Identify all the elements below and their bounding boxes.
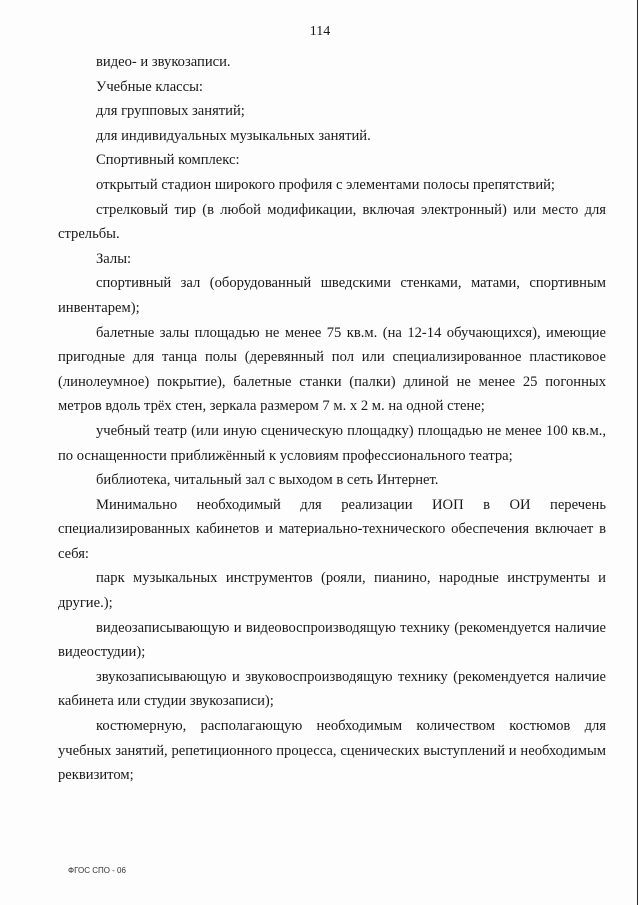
paragraph: костюмерную, располагающую необходимым количеством костюмов для учебных занятий, репетиционного процесса, сценических выступлений и необходимым реквизитом; [58, 718, 606, 784]
paragraph: парк музыкальных инструментов (рояли, пианино, народные инструменты и другие.); [58, 570, 606, 612]
paragraph: Учебные классы: [96, 78, 203, 95]
paragraph: Минимально необходимый для реализации ИОП в ОИ перечень специализированных кабинетов и материально-технического обеспечения включает в себя: [58, 496, 606, 562]
paragraph: для индивидуальных музыкальных занятий. [96, 127, 371, 144]
paragraph: учебный театр (или иную сценическую площадку) площадью не менее 100 кв.м., по оснащенности приближённый к условиям профессионального театра; [58, 422, 606, 464]
paragraph: звукозаписывающую и звуковоспроизводящую технику (рекомендуется наличие кабинета или студии звукозаписи); [58, 668, 606, 710]
paragraph: библиотека, читальный зал с выходом в сеть Интернет. [96, 472, 439, 489]
scan-edge-line [637, 0, 638, 905]
paragraph: Залы: [96, 250, 132, 267]
paragraph: видеозаписывающую и видеовоспроизводящую технику (рекомендуется наличие видеостудии); [58, 619, 606, 661]
body-text [58, 50, 606, 788]
footer-code: ФГОС СПО - 06 [68, 866, 126, 875]
paragraph: спортивный зал (оборудованный шведскими стенками, матами, спортивным инвентарем); [58, 275, 606, 316]
paragraph: для групповых занятий; [96, 103, 245, 120]
paragraph: открытый стадион широкого профиля с элементами полосы препятствий; [96, 176, 555, 193]
paragraph: стрелковый тир (в любой модификации, включая электронный) или место для стрельбы. [58, 201, 606, 243]
page-number: 114 [309, 24, 331, 39]
paragraph: Спортивный комплекс: [96, 152, 240, 169]
paragraph: балетные залы площадью не менее 75 кв.м. (на 12-14 обучающихся), имеющие пригодные для танца полы (деревянный пол или специализированное пластиковое (линолеумное) покрытие), балетные станки (палки) длиной не менее 25 погонных метров вдоль трёх стен, зеркала размером 7 м. х 2 м. на одной стене; [58, 324, 606, 415]
paragraph: видео- и звукозаписи. [96, 54, 231, 70]
